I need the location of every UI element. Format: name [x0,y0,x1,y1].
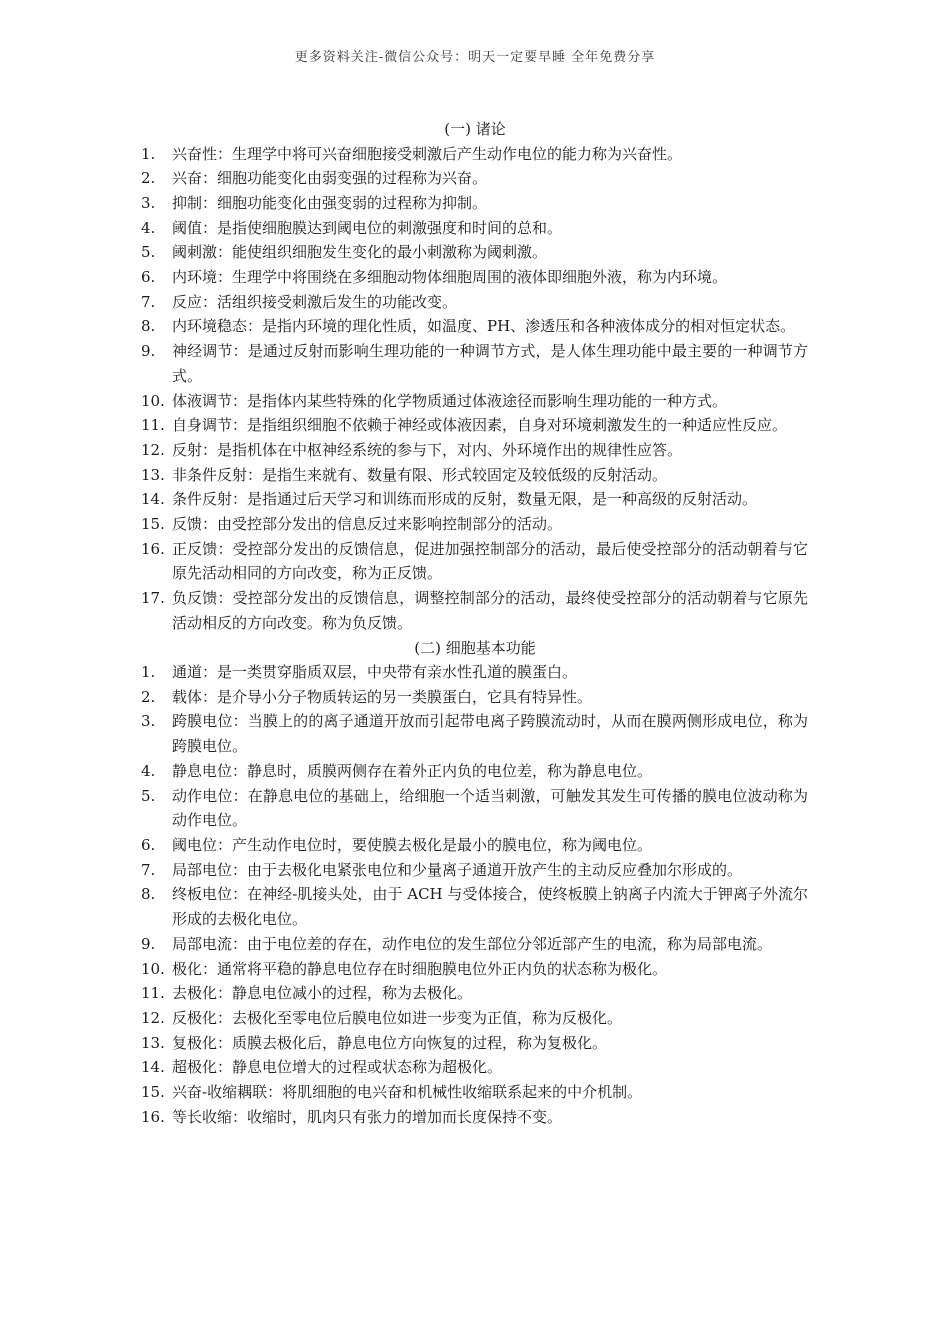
item-text: 抑制：细胞功能变化由强变弱的过程称为抑制。 [172,193,488,212]
item-text: 负反馈：受控部分发出的反馈信息，调整控制部分的活动，最终使受控部分的活动朝着与它原先活动相反的方向改变。称为负反馈。 [172,589,808,632]
item-text: 极化：通常将平稳的静息电位存在时细胞膜电位外正内负的状态称为极化。 [172,959,668,978]
item-text: 条件反射：是指通过后天学习和训练而形成的反射，数量无限，是一种高级的反射活动。 [172,490,758,509]
item-number: 5. [141,786,156,805]
item-text: 阈电位：产生动作电位时，要使膜去极化是最小的膜电位，称为阈电位。 [172,835,653,854]
list-item [0,512,950,537]
item-number: 10. [141,391,165,410]
item-number: 5. [141,243,156,262]
item-text: 体液调节：是指体内某些特殊的化学物质通过体液途径而影响生理功能的一种方式。 [172,391,728,410]
list-item [0,142,950,167]
item-number: 13. [141,1033,165,1052]
list-item [0,265,950,290]
list-item [0,191,950,216]
item-text: 反应：活组织接受刺激后发生的功能改变。 [172,292,458,311]
list-item [0,1080,950,1105]
item-text: 兴奋-收缩耦联：将肌细胞的电兴奋和机械性收缩联系起来的中介机制。 [172,1083,643,1102]
item-number: 17. [141,589,165,608]
list-item [0,784,950,833]
list-item [0,389,950,414]
list-item [0,1006,950,1031]
item-text: 局部电流：由于电位差的存在，动作电位的发生部位分邻近部产生的电流，称为局部电流。 [172,934,773,953]
item-number: 15. [141,515,165,534]
item-number: 13. [141,465,165,484]
item-number: 7. [141,292,156,311]
item-number: 14. [141,490,165,509]
list-item [0,586,950,635]
item-number: 16. [141,539,165,558]
list-item [0,314,950,339]
section-title: (二) 细胞基本功能 [414,638,536,657]
list-item [0,957,950,982]
item-text: 阈值：是指使细胞膜达到阈电位的刺激强度和时间的总和。 [172,218,563,237]
list-item [0,858,950,883]
item-number: 1. [141,144,156,163]
list-item [0,240,950,265]
item-number: 3. [141,712,156,731]
list-item [0,1055,950,1080]
list-item [0,487,950,512]
item-number: 12. [141,440,165,459]
item-number: 8. [141,317,156,336]
list-item [0,463,950,488]
definition-list [0,660,950,1129]
item-number: 3. [141,193,156,212]
item-text: 反极化：去极化至零电位后膜电位如进一步变为正值，称为反极化。 [172,1008,623,1027]
item-number: 1. [141,663,156,682]
list-item [0,290,950,315]
item-number: 11. [141,416,165,435]
list-item [0,216,950,241]
item-text: 内环境稳态：是指内环境的理化性质，如温度、PH、渗透压和各种液体成分的相对恒定状态。 [172,317,796,336]
item-number: 11. [141,984,165,1003]
definition-list [0,142,950,636]
item-text: 兴奋性：生理学中将可兴奋细胞接受刺激后产生动作电位的能力称为兴奋性。 [172,144,683,163]
item-number: 16. [141,1107,165,1126]
item-text: 神经调节：是通过反射而影响生理功能的一种调节方式，是人体生理功能中最主要的一种调节方式。 [172,342,808,385]
item-text: 复极化：质膜去极化后，静息电位方向恢复的过程，称为复极化。 [172,1033,608,1052]
item-text: 跨膜电位：当膜上的的离子通道开放而引起带电离子跨膜流动时，从而在膜两侧形成电位，称为跨膜电位。 [172,712,808,756]
item-number: 2. [141,687,156,706]
item-number: 10. [141,959,165,978]
list-item [0,537,950,586]
list-item [0,981,950,1006]
item-text: 兴奋：细胞功能变化由弱变强的过程称为兴奋。 [172,169,488,188]
item-text: 等长收缩：收缩时，肌肉只有张力的增加而长度保持不变。 [172,1107,563,1126]
item-text: 终板电位：在神经-肌接头处，由于 ACH 与受体接合，使终板膜上钠离子内流大于钾离子外流尔形成的去极化电位。 [172,885,808,929]
list-item [0,759,950,784]
item-text: 载体：是介导小分子物质转运的另一类膜蛋白，它具有特异性。 [172,687,593,706]
page-header-note: 更多资料关注-微信公众号：明天一定要早睡 全年免费分享 [294,50,656,65]
list-item [0,685,950,710]
item-number: 15. [141,1083,165,1102]
item-number: 12. [141,1008,165,1027]
list-item [0,833,950,858]
section-2 [0,636,950,1130]
item-text: 反馈：由受控部分发出的信息反过来影响控制部分的活动。 [172,515,563,534]
list-item [0,932,950,957]
item-number: 4. [141,218,156,237]
list-item [0,1031,950,1056]
item-text: 通道：是一类贯穿脂质双层，中央带有亲水性孔道的膜蛋白。 [172,663,578,682]
item-number: 14. [141,1058,165,1077]
section-1 [0,117,950,636]
list-item [0,882,950,931]
item-text: 动作电位：在静息电位的基础上，给细胞一个适当刺激，可触发其发生可传播的膜电位波动称为动作电位。 [172,786,808,830]
item-number: 4. [141,761,156,780]
item-number: 6. [141,268,156,287]
item-text: 超极化：静息电位增大的过程或状态称为超极化。 [172,1058,503,1077]
item-number: 2. [141,169,156,188]
list-item [0,660,950,685]
list-item [0,339,950,388]
item-number: 9. [141,342,156,361]
list-item [0,709,950,758]
item-text: 非条件反射：是指生来就有、数量有限、形式较固定及较低级的反射活动。 [172,465,668,484]
section-title: (一) 诸论 [444,120,506,138]
item-text: 内环境：生理学中将围绕在多细胞动物体细胞周围的液体即细胞外液，称为内环境。 [172,268,728,287]
document-body [0,117,950,1129]
item-number: 6. [141,835,156,854]
list-item [0,413,950,438]
item-text: 去极化：静息电位减小的过程，称为去极化。 [172,984,473,1003]
list-item [0,1105,950,1130]
list-item [0,166,950,191]
item-text: 静息电位：静息时，质膜两侧存在着外正内负的电位差，称为静息电位。 [172,761,653,780]
item-number: 8. [141,885,156,904]
list-item [0,438,950,463]
item-text: 反射：是指机体在中枢神经系统的参与下，对内、外环境作出的规律性应答。 [172,440,683,459]
item-text: 局部电位：由于去极化电紧张电位和少量离子通道开放产生的主动反应叠加尔形成的。 [172,860,743,879]
item-number: 9. [141,934,156,953]
item-text: 正反馈：受控部分发出的反馈信息，促进加强控制部分的活动，最后使受控部分的活动朝着与它原先活动相同的方向改变，称为正反馈。 [172,539,808,583]
item-text: 自身调节：是指组织细胞不依赖于神经或体液因素，自身对环境刺激发生的一种适应性反应。 [172,416,788,435]
item-number: 7. [141,860,156,879]
item-text: 阈刺激：能使组织细胞发生变化的最小刺激称为阈刺激。 [172,243,548,262]
